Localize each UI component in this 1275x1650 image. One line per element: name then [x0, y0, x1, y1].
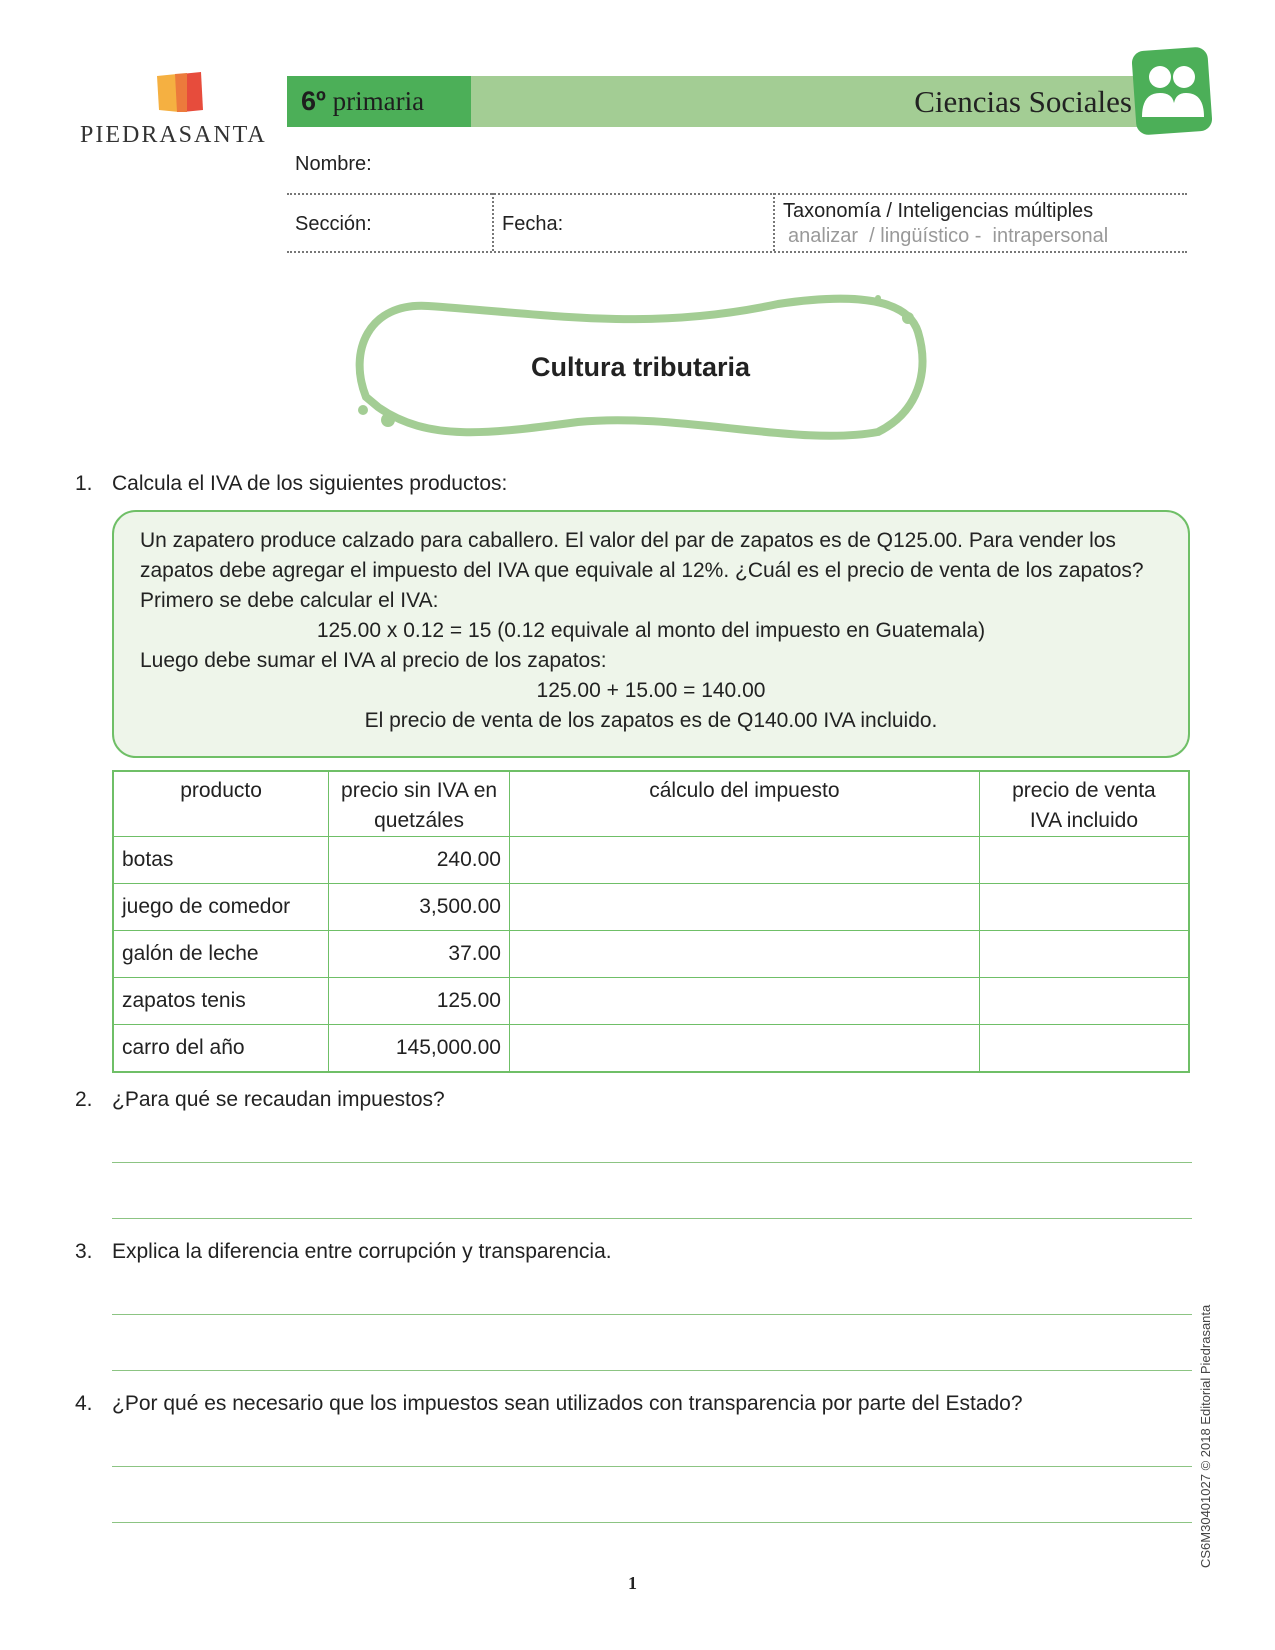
- grade-label: [287, 76, 471, 127]
- question-number: 1.: [75, 472, 93, 495]
- question-number: 4.: [75, 1392, 93, 1415]
- cell-precio: 3,500.00: [329, 884, 510, 931]
- nombre-label: Nombre:: [295, 153, 372, 175]
- answer-line[interactable]: [112, 1522, 1192, 1523]
- cell-venta-input[interactable]: [979, 978, 1189, 1025]
- question-text: Calcula el IVA de los siguientes productos:: [112, 472, 508, 495]
- cell-producto: botas: [113, 837, 329, 884]
- example-formula: 125.00 + 15.00 = 140.00: [536, 679, 766, 702]
- example-line: zapatos debe agregar el impuesto del IVA que equivale al 12%. ¿Cuál es el precio de venta de los zapatos?: [140, 559, 1144, 582]
- answer-line[interactable]: [112, 1466, 1192, 1467]
- answer-line[interactable]: [112, 1314, 1192, 1315]
- question-number: 2.: [75, 1088, 93, 1111]
- cell-calculo-input[interactable]: [509, 884, 979, 931]
- grade-number: 6º: [301, 86, 326, 116]
- cell-venta-input[interactable]: [979, 1025, 1189, 1073]
- example-line: Luego debe sumar el IVA al precio de los zapatos:: [140, 649, 607, 672]
- taxonomy-values: analizar / lingüístico - intrapersonal: [788, 225, 1109, 247]
- question-text: ¿Por qué es necesario que los impuestos sean utilizados con transparencia por parte del Estado?: [112, 1392, 1023, 1415]
- cell-producto: zapatos tenis: [113, 978, 329, 1025]
- cell-calculo-input[interactable]: [509, 931, 979, 978]
- example-box: [112, 510, 1190, 758]
- copyright-code: CS6M30401027 © 2018 Editorial Piedrasanta: [1198, 1304, 1213, 1568]
- people-icon: [1132, 47, 1214, 139]
- header-venta: precio de venta IVA incluido: [979, 771, 1189, 837]
- table-row: [113, 1025, 1189, 1073]
- cell-producto: galón de leche: [113, 931, 329, 978]
- example-formula: 125.00 x 0.12 = 15 (0.12 equivale al monto del impuesto en Guatemala): [316, 619, 986, 642]
- table-row: [113, 837, 1189, 884]
- answer-line[interactable]: [112, 1218, 1192, 1219]
- header-calculo: cálculo del impuesto: [509, 771, 979, 837]
- answer-line[interactable]: [112, 1370, 1192, 1371]
- cell-venta-input[interactable]: [979, 837, 1189, 884]
- form-bottom-line: [287, 251, 1187, 253]
- cell-precio: 240.00: [329, 837, 510, 884]
- cell-producto: juego de comedor: [113, 884, 329, 931]
- question-text: ¿Para qué se recaudan impuestos?: [112, 1088, 445, 1111]
- example-line: Primero se debe calcular el IVA:: [140, 589, 439, 612]
- cell-producto: carro del año: [113, 1025, 329, 1073]
- table-row: [113, 931, 1189, 978]
- table-row: [113, 884, 1189, 931]
- fecha-label: Fecha:: [502, 213, 564, 235]
- grade-text: primaria: [332, 86, 425, 116]
- cell-calculo-input[interactable]: [509, 837, 979, 884]
- cell-calculo-input[interactable]: [509, 978, 979, 1025]
- subject-title: Ciencias Sociales: [914, 84, 1132, 119]
- question-number: 3.: [75, 1240, 93, 1263]
- question-text: Explica la diferencia entre corrupción y transparencia.: [112, 1240, 612, 1263]
- cell-precio: 125.00: [329, 978, 510, 1025]
- taxonomy-title: Taxonomía / Inteligencias múltiples: [783, 200, 1094, 222]
- book-logo-icon: [155, 72, 207, 114]
- form-divider: [492, 193, 494, 251]
- table-row: [113, 978, 1189, 1025]
- header-precio: precio sin IVA en quetzáles: [329, 771, 510, 837]
- example-conclusion: El precio de venta de los zapatos es de Q140.00 IVA incluido.: [364, 709, 938, 732]
- iva-table: [112, 770, 1190, 1073]
- cell-venta-input[interactable]: [979, 884, 1189, 931]
- seccion-label: Sección:: [295, 213, 372, 235]
- brand-name: PIEDRASANTA: [80, 122, 267, 148]
- page-title: Cultura tributaria: [530, 352, 751, 382]
- header-producto: producto: [113, 771, 329, 837]
- cell-precio: 37.00: [329, 931, 510, 978]
- table-header-row: [113, 771, 1189, 837]
- cell-venta-input[interactable]: [979, 931, 1189, 978]
- example-line: Un zapatero produce calzado para caballero. El valor del par de zapatos es de Q125.00. Para vender los: [140, 529, 1116, 552]
- nombre-line: [287, 193, 1187, 195]
- answer-line[interactable]: [112, 1162, 1192, 1163]
- page-number: 1: [628, 1573, 637, 1593]
- cell-precio: 145,000.00: [329, 1025, 510, 1073]
- cell-calculo-input[interactable]: [509, 1025, 979, 1073]
- form-divider: [773, 193, 775, 251]
